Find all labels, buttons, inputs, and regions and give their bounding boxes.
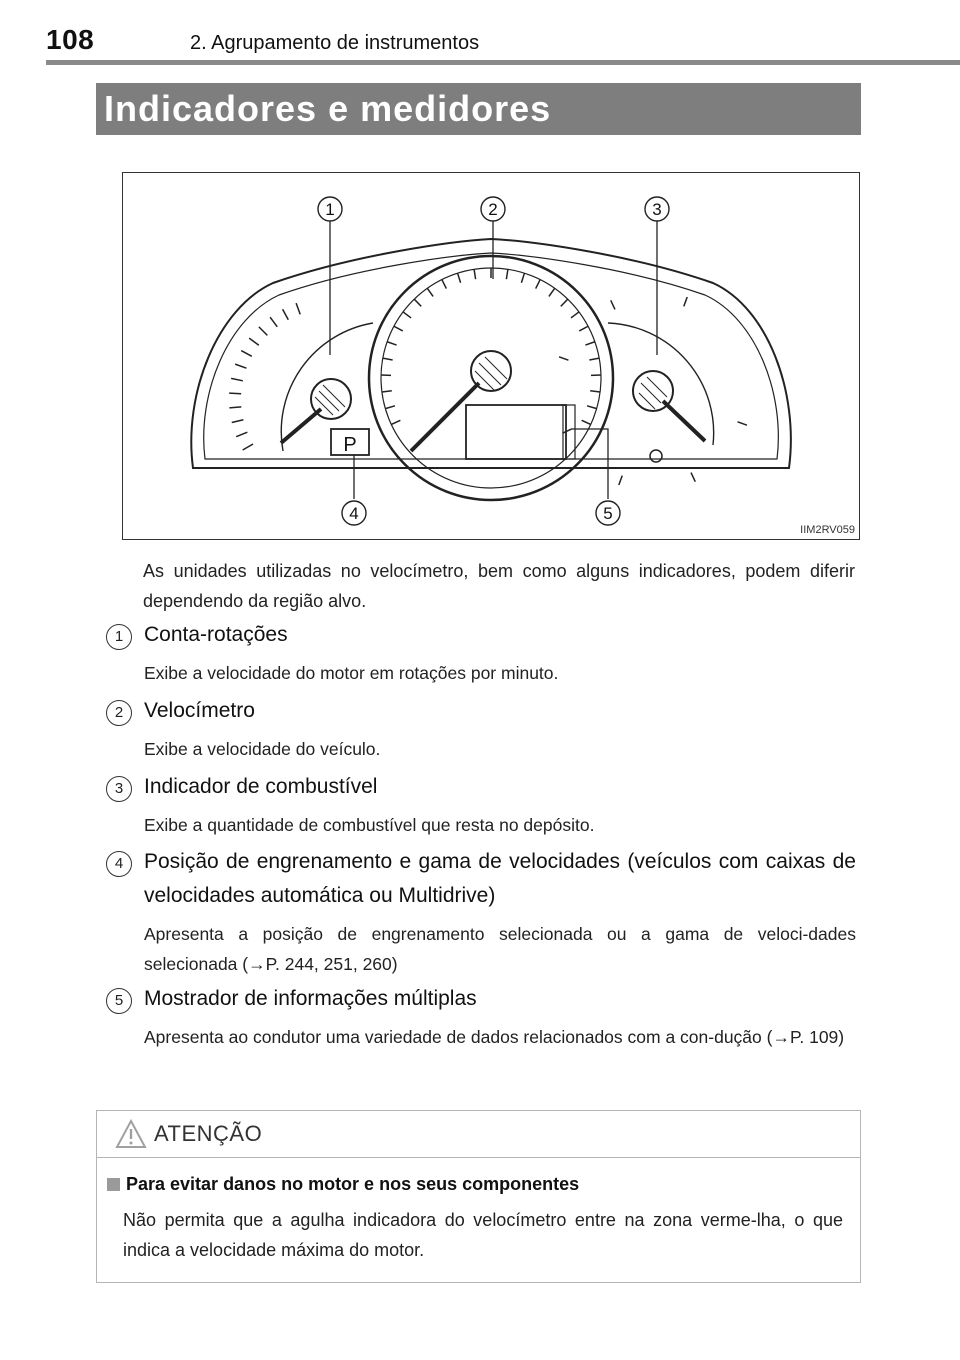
- gauge-tick: [236, 432, 247, 436]
- gauge-tick: [283, 309, 289, 320]
- item-description: Apresenta a posição de engrenamento selecionada ou a gama de veloci-dades selecionada (→P. 244, 251, 260): [144, 924, 856, 974]
- gauge-tick: [590, 391, 600, 392]
- gauge-tick: [387, 342, 396, 345]
- gauge-tick: [684, 297, 687, 306]
- gauge-tick: [235, 364, 246, 368]
- item-number-badge: 1: [106, 624, 132, 650]
- callout-leader-lines: [330, 221, 657, 499]
- item-description: Exibe a velocidade do veículo.: [144, 739, 381, 759]
- item-description: Exibe a velocidade do motor em rotações por minuto.: [144, 663, 559, 683]
- multi-info-display: [466, 405, 566, 459]
- gauge-tick: [249, 338, 259, 345]
- warning-body: Não permita que a agulha indicadora do velocímetro entre na zona verme-lha, o que indica a velocidade máxima do motor.: [123, 1210, 843, 1260]
- callout-number: 4: [349, 504, 359, 523]
- gauge-tick: [243, 444, 253, 450]
- gauge-tick: [571, 312, 579, 318]
- gauge-tick: [561, 299, 568, 306]
- gauge-tick: [383, 358, 393, 360]
- speedometer-gauge: [369, 256, 613, 500]
- gauge-tick: [738, 422, 747, 425]
- callout-number: 3: [652, 200, 662, 219]
- gauge-tick: [619, 476, 622, 485]
- warning-triangle-icon: [115, 1119, 147, 1149]
- gauge-tick: [385, 406, 395, 409]
- section-title: Indicadores e medidores: [96, 83, 861, 135]
- gauge-tick: [562, 429, 571, 433]
- item-description: Exibe a quantidade de combustível que resta no depósito.: [144, 815, 595, 835]
- warning-box: [96, 1110, 861, 1283]
- gauge-tick: [259, 327, 267, 335]
- gauge-tick: [521, 273, 524, 283]
- page-header: [46, 22, 920, 66]
- callout-number: 1: [325, 200, 335, 219]
- page-number: 108: [46, 24, 95, 55]
- gauge-tick: [241, 351, 252, 357]
- gauge-tick: [232, 420, 244, 423]
- gauge-tick: [414, 299, 421, 306]
- instrument-cluster-drawing: [123, 173, 859, 539]
- gauge-tick: [458, 273, 461, 283]
- item-title: Velocímetro: [144, 699, 255, 722]
- gauge-tick: [474, 269, 476, 279]
- item-number-badge: 2: [106, 700, 132, 726]
- gauge-tick: [589, 358, 599, 360]
- warning-header: [97, 1111, 860, 1158]
- gauge-tick: [691, 473, 695, 482]
- callout-number: 2: [488, 200, 498, 219]
- item-description: Apresenta ao condutor uma variedade de dados relacionados com a con-dução (→P. 109): [144, 1027, 845, 1047]
- callout-number: 5: [603, 504, 613, 523]
- header-rule: [46, 60, 960, 65]
- gauge-tick: [582, 420, 591, 424]
- gauge-tick: [506, 269, 508, 279]
- gauge-tick: [394, 326, 403, 331]
- warning-subtitle: [107, 1174, 579, 1195]
- gauge-tick: [382, 391, 392, 392]
- item-number-badge: 5: [106, 988, 132, 1014]
- gauge-tick: [391, 420, 400, 424]
- item-number-badge: 4: [106, 851, 132, 877]
- item-title: Indicador de combustível: [144, 775, 378, 798]
- gauge-tick: [296, 303, 300, 314]
- gauge-tick: [611, 300, 615, 309]
- gauge-tick: [579, 326, 588, 331]
- item-title: Conta-rotações: [144, 623, 288, 646]
- figure-code: IIM2RV059: [800, 524, 855, 536]
- gauge-tick: [536, 280, 540, 289]
- gauge-tick: [585, 342, 594, 345]
- gauge-tick: [587, 406, 597, 409]
- gauge-tick: [559, 357, 568, 360]
- square-bullet-icon: [107, 1178, 120, 1191]
- gauge-tick: [442, 280, 446, 289]
- note-text: As unidades utilizadas no velocímetro, bem como alguns indicadores, podem diferir dependendo da região alvo.: [143, 561, 855, 611]
- gauge-tick: [549, 288, 555, 296]
- item-title: Posição de engrenamento e gama de velocidades (veículos com caixas de velocidades automática ou Multidrive): [144, 850, 856, 907]
- warning-subtitle-text: Para evitar danos no motor e nos seus componentes: [126, 1174, 580, 1194]
- warning-title: ATENÇÃO: [154, 1121, 263, 1146]
- gauge-tick: [229, 393, 241, 394]
- item-title: Mostrador de informações múltiplas: [144, 987, 477, 1010]
- item-number-badge: 3: [106, 776, 132, 802]
- gauge-tick: [229, 407, 241, 408]
- fuel-gauge: [608, 323, 714, 462]
- gauge-tick: [231, 378, 243, 380]
- gauge-tick: [427, 288, 433, 296]
- gear-letter: P: [343, 434, 357, 456]
- gauge-tick: [270, 317, 277, 327]
- gauge-tick: [403, 312, 411, 318]
- chapter-title: 2. Agrupamento de instrumentos: [190, 32, 480, 54]
- instrument-cluster-figure: [122, 172, 860, 540]
- tachometer-gauge: [281, 323, 373, 451]
